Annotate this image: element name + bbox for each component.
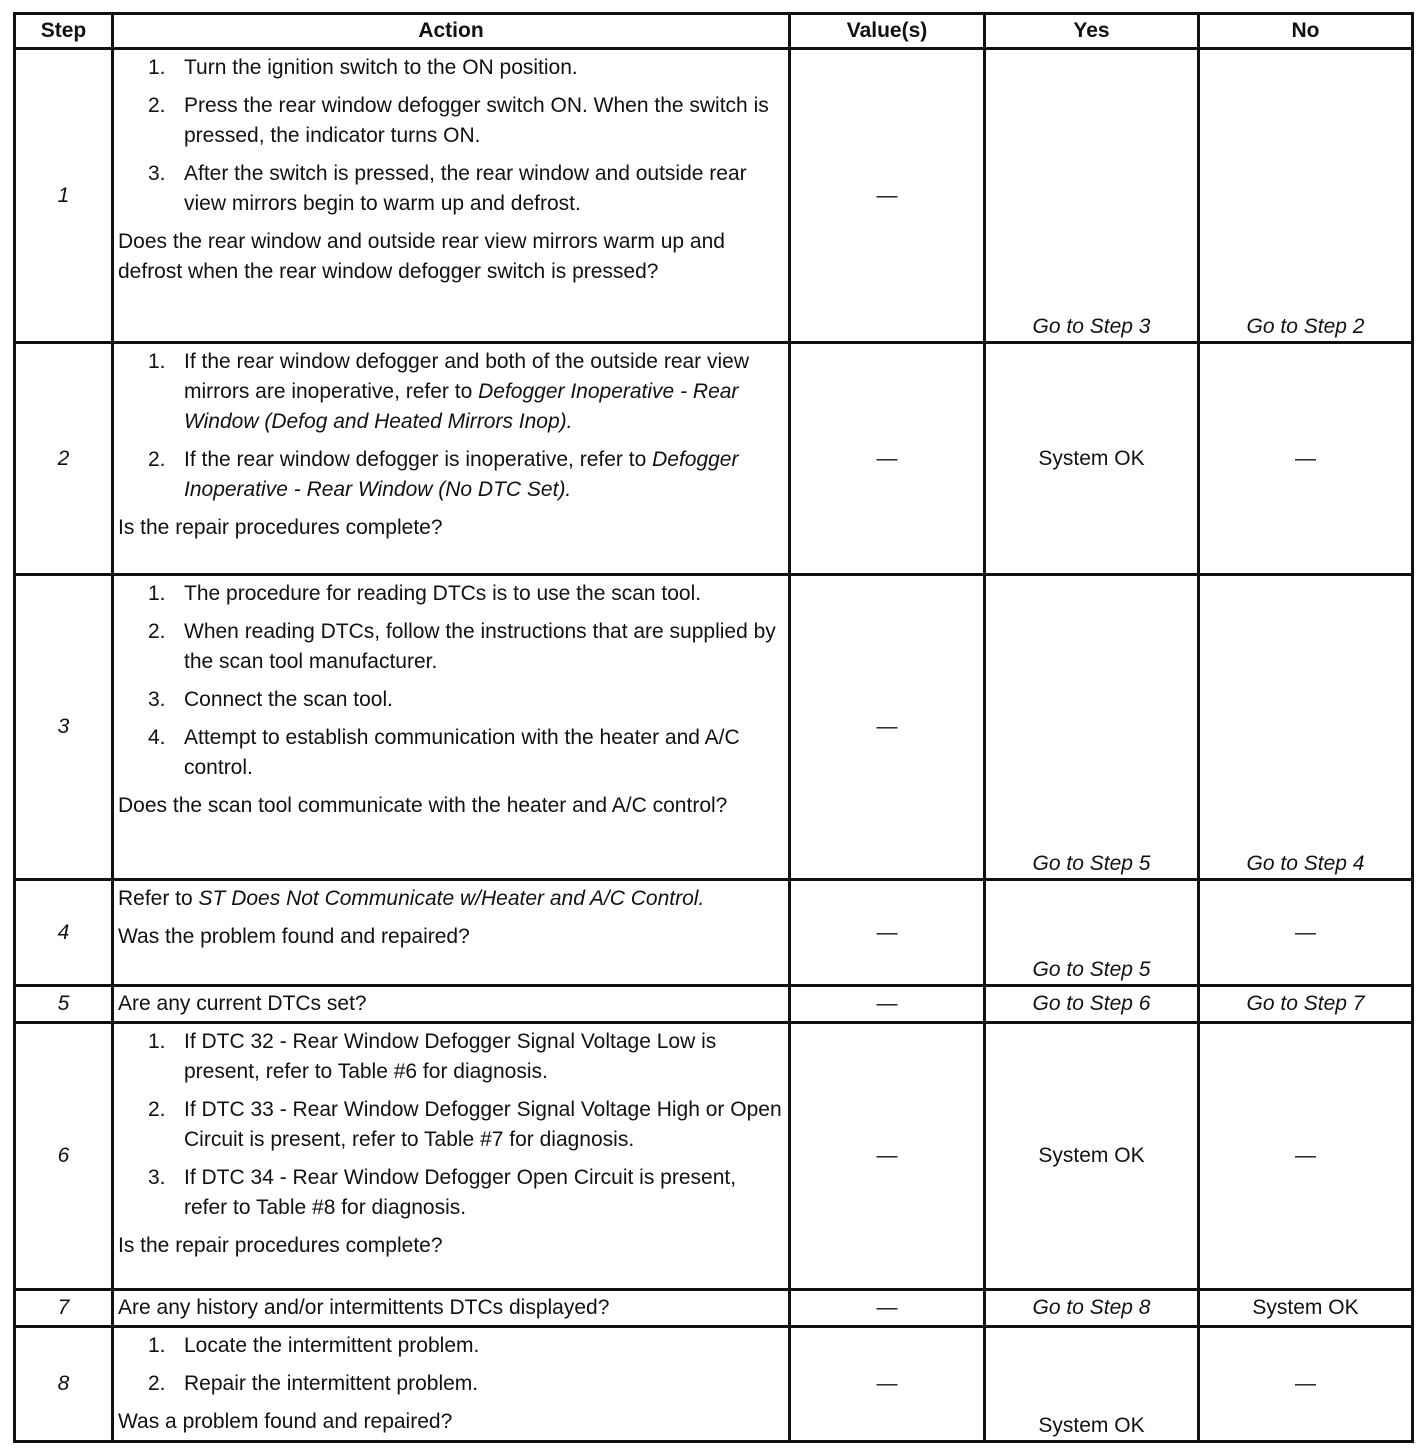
header-action: Action: [113, 14, 790, 49]
list-item: 1. If the rear window defogger and both of the outside rear view mirrors are inoperative, refer to Defogger Inoperative - Rear Window (Defog and Heated Mirrors Inop).: [148, 350, 750, 433]
value-cell: —: [790, 1327, 985, 1442]
table-row: [15, 1290, 1413, 1327]
question-text: Was a problem found and repaired?: [118, 1410, 453, 1433]
list-item: 2. When reading DTCs, follow the instructions that are supplied by the scan tool manufacturer.: [148, 620, 776, 673]
yes-cell: Go to Step 3: [985, 49, 1199, 343]
action-list: [118, 579, 782, 783]
yes-cell: Go to Step 5: [985, 575, 1199, 880]
header-row: [15, 14, 1413, 49]
header-yes: Yes: [985, 14, 1199, 49]
list-item: 2. If DTC 33 - Rear Window Defogger Signal Voltage High or Open Circuit is present, refer to Table #7 for diagnosis.: [148, 1098, 782, 1151]
header-step: Step: [15, 14, 113, 49]
step-number: 7: [15, 1290, 113, 1327]
action-cell: [113, 880, 790, 986]
no-cell: —: [1199, 1327, 1413, 1442]
step-number: 3: [15, 575, 113, 880]
action-cell: [113, 1327, 790, 1442]
question-text: Was the problem found and repaired?: [118, 925, 470, 948]
action-cell: [113, 343, 790, 575]
list-item: 1. Turn the ignition switch to the ON position.: [148, 56, 578, 79]
question-text: Is the repair procedures complete?: [118, 516, 443, 539]
list-item: 2. Press the rear window defogger switch ON. When the switch is pressed, the indicator turns ON.: [148, 94, 769, 147]
question-text: Does the scan tool communicate with the heater and A/C control?: [118, 794, 728, 817]
table-row: [15, 343, 1413, 575]
yes-cell: System OK: [985, 1023, 1199, 1290]
value-cell: —: [790, 343, 985, 575]
action-cell: [113, 1290, 790, 1327]
yes-cell: Go to Step 5: [985, 880, 1199, 986]
list-item: 3. If DTC 34 - Rear Window Defogger Open Circuit is present, refer to Table #8 for diagnosis.: [148, 1166, 737, 1219]
value-cell: —: [790, 986, 985, 1023]
value-cell: —: [790, 575, 985, 880]
list-item: 2. If the rear window defogger is inoperative, refer to Defogger Inoperative - Rear Window (No DTC Set).: [148, 448, 739, 501]
value-cell: —: [790, 49, 985, 343]
list-item: 1. Locate the intermittent problem.: [148, 1334, 480, 1357]
yes-cell: Go to Step 6: [985, 986, 1199, 1023]
action-cell: [113, 986, 790, 1023]
action-cell: [113, 49, 790, 343]
no-cell: Go to Step 2: [1199, 49, 1413, 343]
table-row: [15, 575, 1413, 880]
step-number: 8: [15, 1327, 113, 1442]
step-number: 1: [15, 49, 113, 343]
header-values: Value(s): [790, 14, 985, 49]
list-item: 1. If DTC 32 - Rear Window Defogger Signal Voltage Low is present, refer to Table #6 for diagnosis.: [148, 1030, 717, 1083]
header-no: No: [1199, 14, 1413, 49]
table-row: [15, 986, 1413, 1023]
yes-cell: System OK: [985, 1327, 1199, 1442]
list-item: 2. Repair the intermittent problem.: [148, 1372, 479, 1395]
table-row: [15, 880, 1413, 986]
reference-link: Defogger Inoperative - Rear Window (Defog and Heated Mirrors Inop).: [184, 380, 739, 433]
value-cell: —: [790, 880, 985, 986]
action-cell: [113, 1023, 790, 1290]
no-cell: —: [1199, 343, 1413, 575]
no-cell: Go to Step 4: [1199, 575, 1413, 880]
step-number: 2: [15, 343, 113, 575]
no-cell: Go to Step 7: [1199, 986, 1413, 1023]
action-list: [118, 347, 782, 505]
table-row: [15, 1327, 1413, 1442]
yes-cell: System OK: [985, 343, 1199, 575]
question-text: Does the rear window and outside rear view mirrors warm up and defrost when the rear window defogger switch is pressed?: [118, 230, 725, 283]
action-list: [118, 1331, 782, 1399]
list-item: 4. Attempt to establish communication with the heater and A/C control.: [148, 726, 740, 779]
reference-link: Defogger Inoperative - Rear Window (No DTC Set).: [184, 448, 739, 501]
step-number: 5: [15, 986, 113, 1023]
value-cell: —: [790, 1290, 985, 1327]
list-item: 3. After the switch is pressed, the rear window and outside rear view mirrors begin to warm up and defrost.: [148, 162, 747, 215]
table-row: [15, 1023, 1413, 1290]
question-text: Are any history and/or intermittents DTCs displayed?: [118, 1296, 610, 1319]
no-cell: —: [1199, 1023, 1413, 1290]
action-list: [118, 53, 782, 219]
yes-cell: Go to Step 8: [985, 1290, 1199, 1327]
no-cell: System OK: [1199, 1290, 1413, 1327]
diagnostic-table: [13, 12, 1414, 1443]
action-cell: [113, 575, 790, 880]
list-item: 1. The procedure for reading DTCs is to use the scan tool.: [148, 582, 702, 605]
step-number: 4: [15, 880, 113, 986]
value-cell: —: [790, 1023, 985, 1290]
step-number: 6: [15, 1023, 113, 1290]
lead-text: Refer to ST Does Not Communicate w/Heater and A/C Control.: [118, 887, 705, 910]
diagnostic-table-container: [13, 12, 1414, 1443]
reference-link: ST Does Not Communicate w/Heater and A/C Control.: [198, 887, 705, 910]
table-row: [15, 49, 1413, 343]
question-text: Is the repair procedures complete?: [118, 1234, 443, 1257]
list-item: 3. Connect the scan tool.: [148, 688, 393, 711]
no-cell: —: [1199, 880, 1413, 986]
question-text: Are any current DTCs set?: [118, 992, 367, 1015]
action-list: [118, 1027, 782, 1223]
